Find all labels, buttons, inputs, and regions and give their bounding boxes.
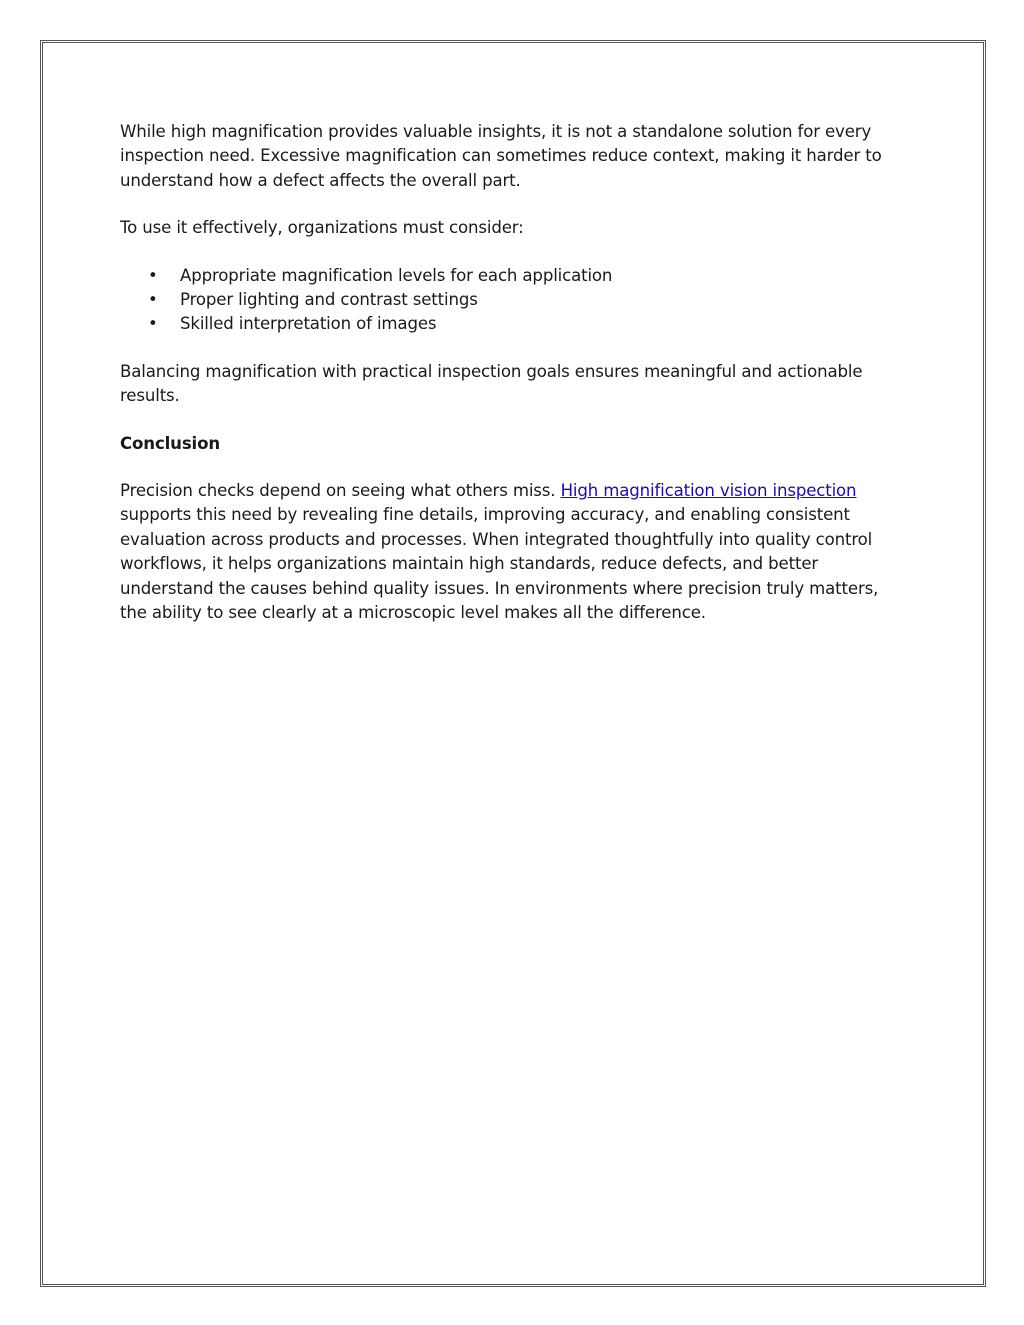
paragraph-magnification-limits: While high magnification provides valuable insights, it is not a standalone solution for every inspection need. Excessive magnification can sometimes reduce context, making it harder to understand how a defect affects the overall part. <box>120 122 882 190</box>
conclusion-heading: Conclusion <box>120 433 221 453</box>
list-item-text: Appropriate magnification levels for each application <box>180 265 613 285</box>
bullet-icon: • <box>148 314 158 334</box>
paragraph-balancing: Balancing magnification with practical inspection goals ensures meaningful and actionable results. <box>120 361 863 406</box>
bullet-icon: • <box>148 290 158 310</box>
document-body <box>120 120 890 649</box>
list-item <box>120 312 890 336</box>
list-item <box>120 288 890 312</box>
conclusion-text-start: Precision checks depend on seeing what others miss. <box>120 481 561 501</box>
vision-inspection-link[interactable]: High magnification vision inspection <box>560 481 857 501</box>
list-item-text: Proper lighting and contrast settings <box>180 290 478 310</box>
conclusion-text-end: supports this need by revealing fine details, improving accuracy, and enabling consistent evaluation across products and processes. When integrated thoughtfully into quality control workflows, it helps organizations maintain high standards, reduce defects, and better understand the causes behind quality issues. In environments where precision truly matters, the ability to see clearly at a microscopic level makes all the difference. <box>120 505 879 623</box>
list-item-text: Skilled interpretation of images <box>180 314 437 334</box>
list-item <box>120 264 890 288</box>
paragraph-considerations-intro: To use it effectively, organizations must consider: <box>120 218 524 238</box>
paragraph-conclusion <box>120 479 890 625</box>
bullet-icon: • <box>148 265 158 285</box>
considerations-list <box>120 264 890 337</box>
